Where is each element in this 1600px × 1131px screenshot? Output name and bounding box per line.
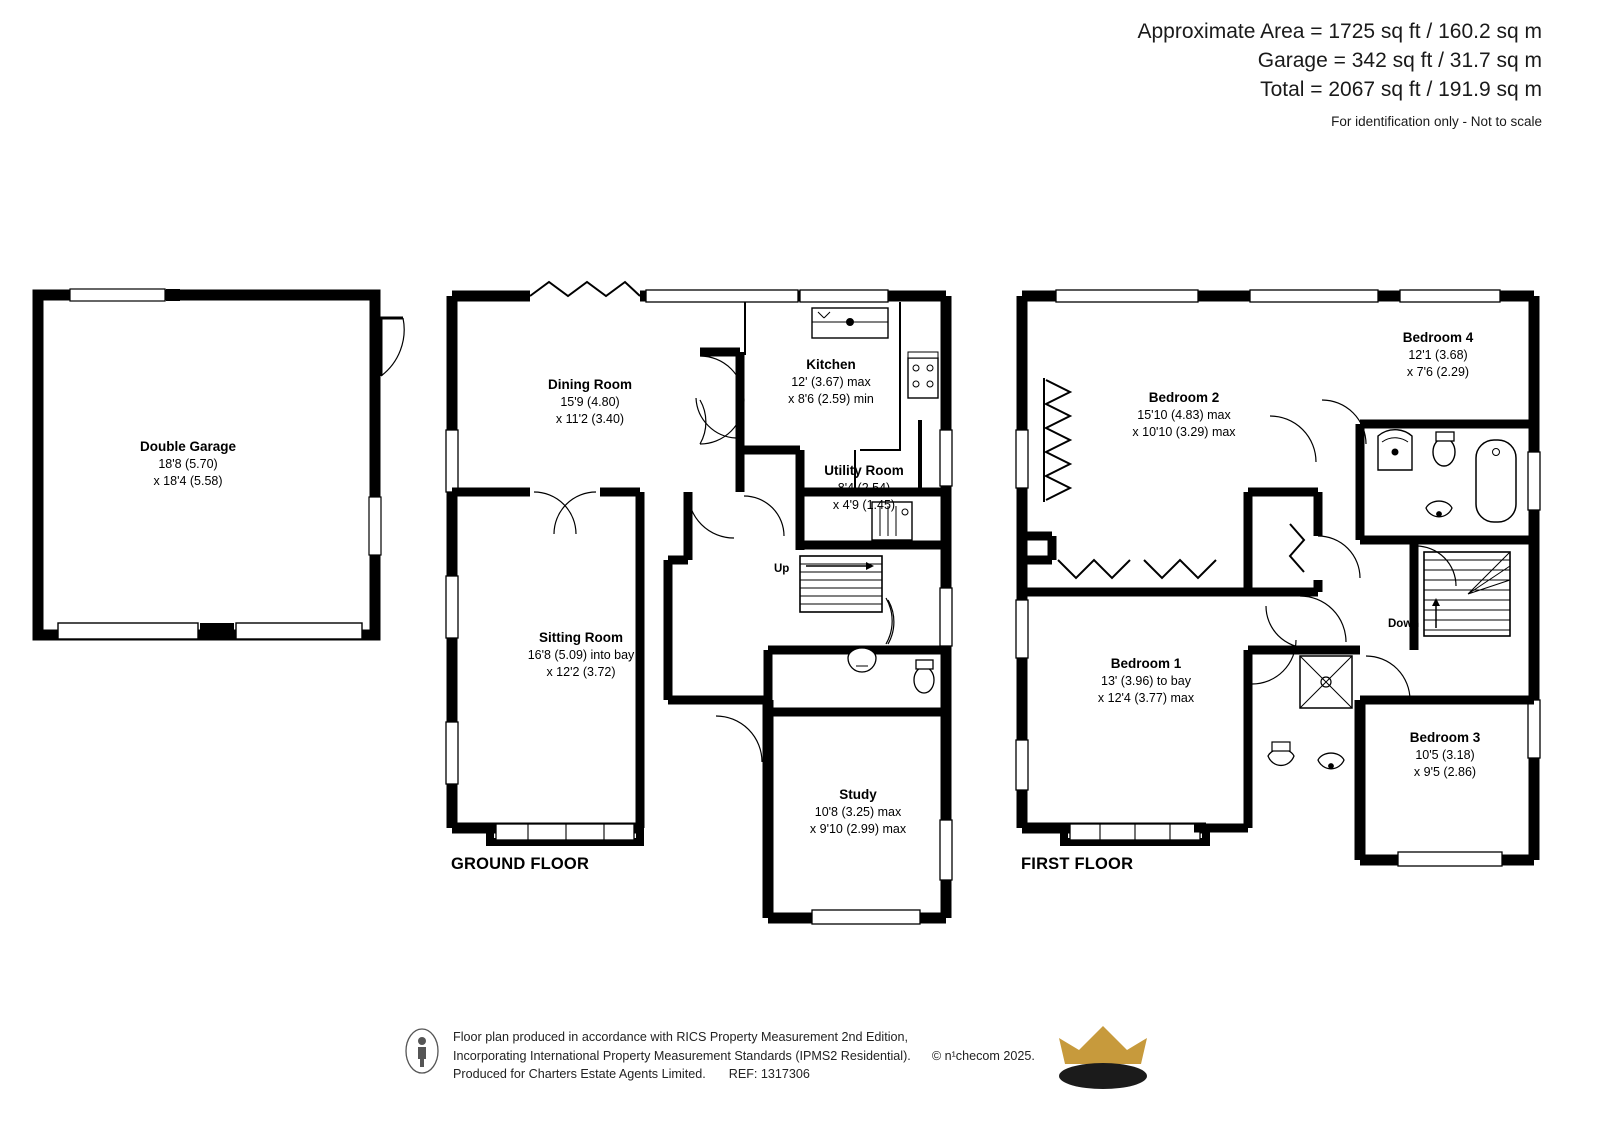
room-label-sitting-room: Sitting Room 16'8 (5.09) into bay x 12'2 (3.72): [527, 630, 635, 679]
footer-line-1: Floor plan produced in accordance with RICS Property Measurement 2nd Edition,: [453, 1030, 909, 1044]
footer-copyright: © n¹checom 2025.: [931, 1048, 1035, 1063]
room-label-bedroom-4: Bedroom 4 12'1 (3.68) x 7'6 (2.29): [1402, 330, 1474, 379]
footer: [405, 1028, 1035, 1084]
footer-line-3-wrap: [453, 1065, 1035, 1084]
crown-logo: [1055, 1022, 1151, 1090]
area-line-garage: Garage = 342 sq ft / 31.7 sq m: [1257, 48, 1542, 72]
room-label-dining-room: Dining Room 15'9 (4.80) x 11'2 (3.40): [548, 377, 632, 426]
first-floor-stairs: [1424, 552, 1510, 636]
room-label-bedroom-1: Bedroom 1 13' (3.96) to bay x 12'4 (3.77) max: [1097, 656, 1195, 705]
room-label-bedroom-3: Bedroom 3 10'5 (3.18) x 9'5 (2.86): [1409, 730, 1481, 779]
room-label-kitchen: Kitchen 12' (3.67) max x 8'6 (2.59) min: [788, 357, 874, 406]
area-line-total: Total = 2067 sq ft / 191.9 sq m: [1260, 77, 1542, 101]
room-label-utility-room: Utility Room 8'4 (2.54) x 4'9 (1.45): [824, 463, 904, 512]
footer-text: [453, 1028, 1035, 1084]
stairs-down-label: Down: [1388, 618, 1420, 630]
ground-stairs: [800, 556, 882, 612]
footer-line-3: Produced for Charters Estate Agents Limited.: [453, 1067, 706, 1082]
room-label-bedroom-2: Bedroom 2 15'10 (4.83) max x 10'10 (3.29) max: [1132, 390, 1236, 439]
footer-line-2: Incorporating International Property Measurement Standards (IPMS2 Residential).: [453, 1048, 911, 1063]
stairs-up-label: Up: [774, 563, 790, 575]
room-label-study: Study 10'8 (3.25) max x 9'10 (2.99) max: [809, 787, 907, 836]
area-disclaimer: For identification only - Not to scale: [1331, 113, 1542, 129]
first-floor-label: FIRST FLOOR: [1021, 855, 1134, 873]
person-icon: [405, 1028, 439, 1074]
room-label-double-garage: Double Garage 18'8 (5.70) x 18'4 (5.58): [139, 439, 237, 488]
ground-floor-label: GROUND FLOOR: [451, 855, 590, 873]
area-line-total-internal: Approximate Area = 1725 sq ft / 160.2 sq m: [1137, 20, 1542, 43]
footer-line-2-wrap: [453, 1047, 1035, 1066]
footer-ref: REF: 1317306: [728, 1067, 810, 1082]
